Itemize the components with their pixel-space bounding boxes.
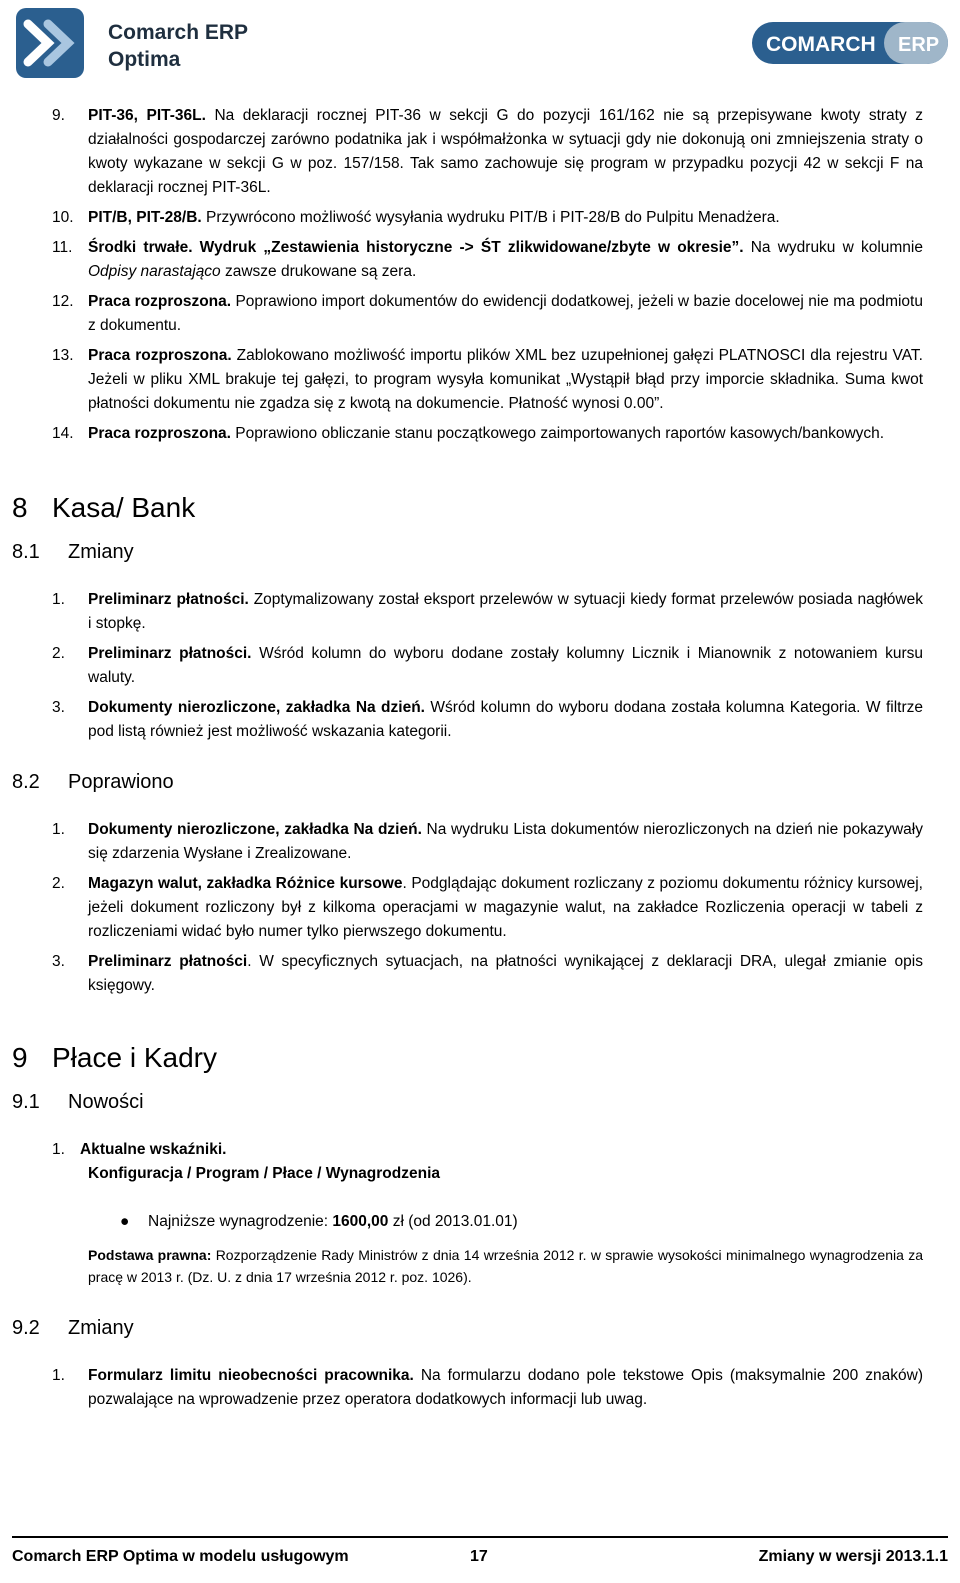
item-number: 10.	[52, 209, 74, 226]
page-number: 17	[470, 1548, 488, 1565]
logo-right-text: COMARCH	[766, 33, 876, 56]
item-title: Preliminarz płatności.	[88, 645, 252, 662]
footer-right: Zmiany w wersji 2013.1.1	[758, 1548, 948, 1565]
item-text: Wśród kolumn do wyboru dodana została kolumna Kategoria. W filtrze pod listą również jest możliwość wskazania kategorii.	[88, 699, 923, 740]
config-path: Konfiguracja / Program / Płace / Wynagrodzenia	[88, 1165, 440, 1182]
comarch-erp-logo	[752, 22, 948, 64]
logo-right-suffix: ERP	[898, 34, 940, 56]
subsection-title: Nowości	[68, 1091, 144, 1113]
page-footer	[12, 1536, 948, 1578]
section-heading	[12, 1040, 960, 1076]
item-number: 14.	[52, 425, 74, 442]
page-header	[0, 0, 960, 90]
item-title: Magazyn walut, zakładka Różnice kursowe	[88, 875, 403, 892]
item-title: Praca rozproszona.	[88, 347, 232, 364]
item-number: 3.	[52, 699, 65, 716]
item-number: 3.	[52, 953, 65, 970]
legal-label: Podstawa prawna:	[88, 1247, 212, 1263]
footer-left: Comarch ERP Optima w modelu usługowym	[12, 1548, 349, 1565]
legal-text: Rozporządzenie Rady Ministrów z dnia 14 września 2012 r. w sprawie wysokości minimalnego wynagrodzenia za pracę w 2013 r. (Dz. U. z dnia 17 września 2012 r. poz. 1026).	[88, 1247, 923, 1285]
list-item	[52, 950, 923, 998]
item-title: Aktualne wskaźniki.	[80, 1141, 227, 1158]
item-number: 2.	[52, 875, 65, 892]
item-title: Praca rozproszona.	[88, 425, 231, 442]
item-title: Preliminarz płatności	[88, 953, 248, 970]
list-item	[52, 696, 923, 744]
item-number: 9.	[52, 107, 65, 124]
list-item	[52, 206, 923, 230]
item-number: 1.	[52, 821, 65, 838]
item-text: Na wydruku Lista dokumentów nierozliczonych na dzień nie pokazywały się zdarzenia Wysłane i Zrealizowane.	[88, 821, 923, 862]
bullet-value: 1600,00	[332, 1213, 389, 1230]
item-number: 2.	[52, 645, 65, 662]
subsection-heading	[12, 1314, 960, 1342]
bullet-rest: zł (od 2013.01.01)	[388, 1213, 518, 1230]
item-number: 1.	[52, 591, 65, 608]
subsection-number: 8.2	[12, 771, 40, 793]
comarch-erp-optima-logo	[14, 6, 254, 80]
item-title: Środki trwałe. Wydruk „Zestawienia historyczne -> ŚT zlikwidowane/zbyte w okresie”.	[88, 239, 744, 256]
list-item	[52, 872, 923, 944]
subsection-heading	[12, 768, 960, 796]
item-text: Wśród kolumn do wyboru dodane zostały kolumny Licznik i Mianownik z notowaniem kursu waluty.	[88, 645, 923, 686]
item-text: Poprawiono import dokumentów do ewidencji dodatkowej, jeżeli w bazie docelowej nie ma podmiotu z dokumentu.	[88, 293, 923, 334]
item-title: Dokumenty nierozliczone, zakładka Na dzień.	[88, 821, 422, 838]
item-text: Przywrócono możliwość wysyłania wydruku PIT/B i PIT-28/B do Pulpitu Menadżera.	[201, 209, 780, 226]
list-item	[52, 818, 923, 866]
item-text: Zablokowano możliwość importu plików XML bez uzupełnionej gałęzi PLATNOSCI dla rejestru VAT. Jeżeli w pliku XML brakuje tej gałęzi, to program wysyła komunikat „Wystąpił błąd przy imporcie składnika. Suma kwot płatności dokumentu nie zgadza się z kwotą na dokumencie. Płatność wynosi 0.00”.	[88, 347, 923, 412]
item-text-cont: zawsze drukowane są zera.	[220, 263, 417, 280]
item-text: Na wydruku w kolumnie	[743, 239, 923, 256]
section-title: Płace i Kadry	[52, 1042, 217, 1073]
item-text: . W specyficznych sytuacjach, na płatności wynikającej z deklaracji DRA, ulegał zmianie opis księgowy.	[88, 953, 923, 994]
item-number: 1.	[52, 1367, 65, 1384]
list-item	[52, 588, 923, 636]
item-number: 13.	[52, 347, 74, 364]
subsection-heading	[12, 538, 960, 566]
section-heading	[12, 490, 960, 526]
list-item	[52, 642, 923, 690]
item-title: Dokumenty nierozliczone, zakładka Na dzień.	[88, 699, 425, 716]
subsection-number: 8.1	[12, 541, 40, 563]
logo-left-line1: Comarch ERP	[108, 21, 249, 44]
subsection-title: Zmiany	[68, 541, 134, 563]
list-item	[52, 422, 923, 446]
legal-basis	[88, 1244, 923, 1288]
bullet-label: Najniższe wynagrodzenie:	[148, 1213, 333, 1230]
item-number: 11.	[52, 239, 73, 256]
section-number: 8	[12, 492, 28, 523]
item-text: Poprawiono obliczanie stanu początkowego zaimportowanych raportów kasowych/bankowych.	[231, 425, 885, 442]
list-item	[52, 104, 923, 200]
list-item	[52, 344, 923, 416]
bullet-icon: ●	[120, 1213, 130, 1230]
list-item	[52, 1364, 923, 1412]
item-text: Na deklaracji rocznej PIT-36 w sekcji G do pozycji 161/162 nie są przepisywane kwoty straty z działalności gospodarczej zarówno podatnika jak i współmałżonka w sytuacji gdy nie dokonują oni zmniejszenia straty o kwoty wykazane w sekcji G w poz. 157/158. Tak samo zachowuje się program w przypadku pozycji 42 w sekcji F na deklaracji rocznej PIT-36L.	[88, 107, 923, 196]
logo-left-line2: Optima	[108, 48, 181, 71]
document-body	[0, 104, 960, 1412]
subsection-number: 9.2	[12, 1317, 40, 1339]
item-number: 1.	[52, 1141, 65, 1158]
list-item	[52, 1138, 923, 1186]
item-text: . Podglądając dokument rozliczany z poziomu dokumentu różnicy kursowej, jeżeli dokument rozliczony był z kilkoma operacjami w magazynie walut, na zakładce Rozliczenia operacji w tabeli z rozliczeniami widać było numer tylko pierwszego dokumentu.	[88, 875, 923, 940]
section-number: 9	[12, 1042, 28, 1073]
bullet-item	[120, 1210, 923, 1234]
item-title: Formularz limitu nieobecności pracownika.	[88, 1367, 414, 1384]
item-text: Na formularzu dodano pole tekstowe Opis (maksymalnie 200 znaków) pozwalające na wprowadzenie przez operatora dodatkowych informacji lub uwag.	[88, 1367, 923, 1408]
list-item	[52, 236, 923, 284]
subsection-heading	[12, 1088, 960, 1116]
subsection-title: Zmiany	[68, 1317, 134, 1339]
item-italic: Odpisy narastająco	[88, 263, 221, 280]
list-item	[52, 290, 923, 338]
item-title: PIT/B, PIT-28/B.	[88, 209, 202, 226]
section-title: Kasa/ Bank	[52, 492, 196, 523]
subsection-title: Poprawiono	[68, 771, 174, 793]
item-number: 12.	[52, 293, 74, 310]
item-title: Praca rozproszona.	[88, 293, 232, 310]
item-title: PIT-36, PIT-36L.	[88, 107, 206, 124]
subsection-number: 9.1	[12, 1091, 40, 1113]
item-title: Preliminarz płatności.	[88, 591, 249, 608]
item-text: Zoptymalizowany został eksport przelewów w sytuacji kiedy format przelewów posiada nagłówek i stopkę.	[88, 591, 923, 632]
